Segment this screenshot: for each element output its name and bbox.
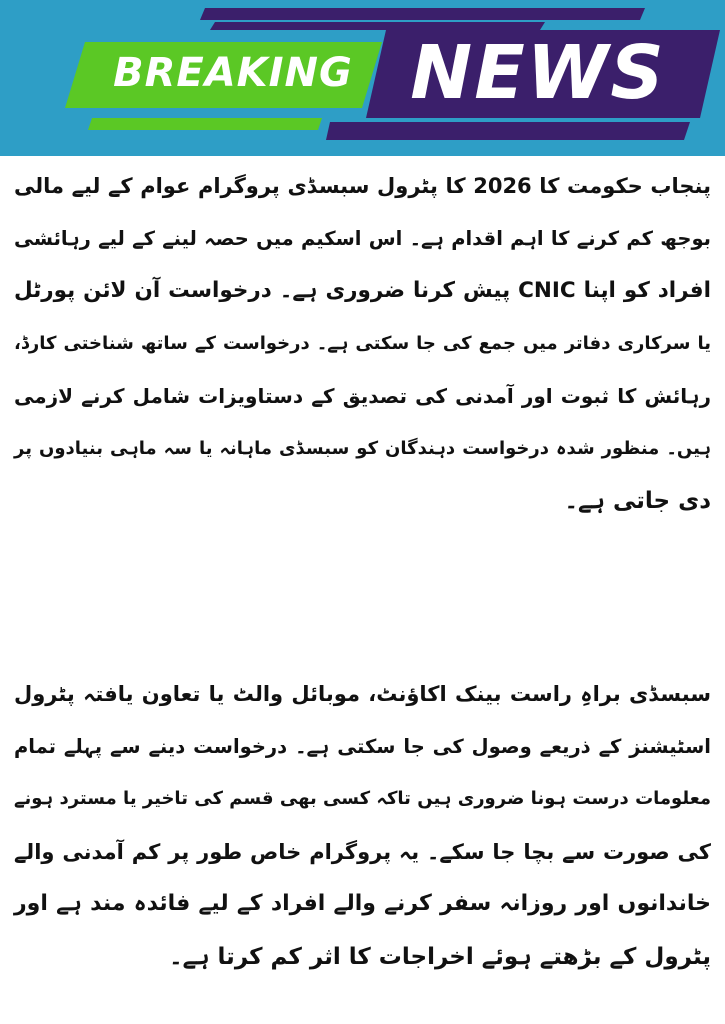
paragraph-line: ہیں۔ منظور شدہ درخواست دہندگان کو سبسڈی ماہانہ یا سہ ماہی بنیادوں پر [14,437,711,459]
breaking-label: BREAKING [113,50,353,96]
paragraph-line: معلومات درست ہونا ضروری ہیں تاکہ کسی بھی قسم کی تاخیر یا مسترد ہونے [14,788,711,809]
paragraph-line: افراد کو اپنا CNIC پیش کرنا ضروری ہے۔ درخواست آن لائن پورٹل [14,278,711,303]
breaking-news-banner [0,0,725,156]
paragraph-line: یا سرکاری دفاتر میں جمع کی جا سکتی ہے۔ درخواست کے ساتھ شناختی کارڈ، [14,332,711,354]
article-paragraph-2 [14,668,711,983]
paragraph-line: پنجاب حکومت کا 2026 کا پٹرول سبسڈی پروگرام عوام کے لیے مالی [14,174,711,198]
paragraph-line: اسٹیشنز کے ذریعے وصول کی جا سکتی ہے۔ درخواست دینے سے پہلے تمام [14,734,711,758]
paragraph-line: سبسڈی براہِ راست بینک اکاؤنٹ، موبائل والٹ یا تعاون یافتہ پٹرول [14,682,711,706]
article-body [0,156,725,1024]
paragraph-line: بوجھ کم کرنے کا اہم اقدام ہے۔ اس اسکیم میں حصہ لینے کے لیے رہائشی [14,226,711,250]
paragraph-line: خاندانوں اور روزانہ سفر کرنے والے افراد کے لیے فائدہ مند ہے اور [14,891,711,916]
news-label: NEWS [410,30,666,116]
article-paragraph-1 [14,160,711,528]
paragraph-line: کی صورت سے بچا جا سکے۔ یہ پروگرام خاص طور پر کم آمدنی والے [14,839,711,864]
paragraph-line: پٹرول کے بڑھتے ہوئے اخراجات کا اثر کم کرتا ہے۔ [169,943,711,970]
paragraph-line: رہائش کا ثبوت اور آمدنی کی تصدیق کے دستاویزات شامل کرنے لازمی [14,384,711,408]
paragraph-line: دی جاتی ہے۔ [564,488,711,514]
